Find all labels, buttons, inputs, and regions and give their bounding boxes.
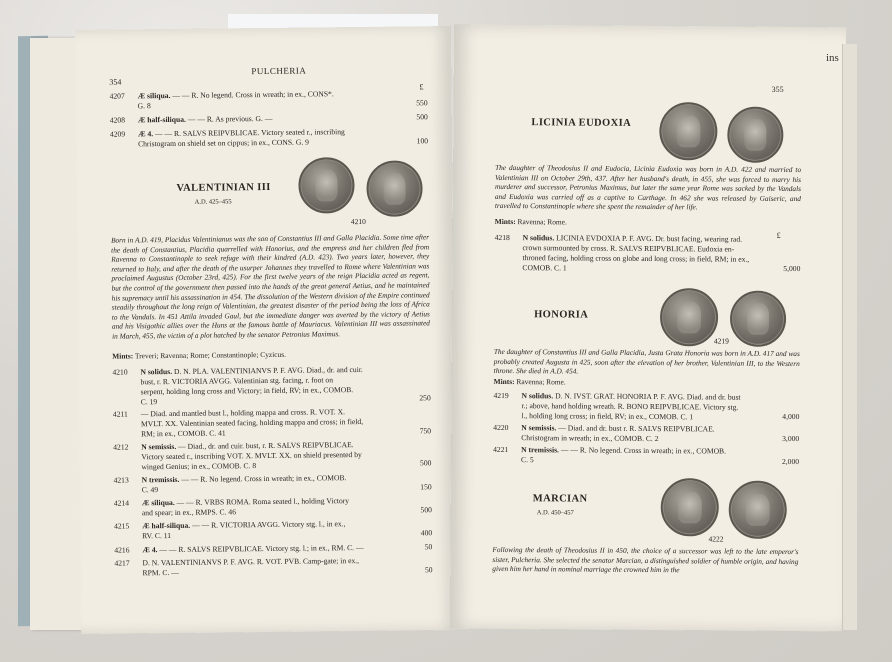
left-page [75, 26, 457, 634]
entry-value: 500 [416, 112, 428, 122]
entry-description [137, 89, 385, 112]
mints-list: Treveri; Ravenna; Rome; Constantinople; Cyzicus. [134, 349, 286, 361]
entry-description [521, 423, 757, 445]
denomination: N tremissis. [141, 474, 180, 485]
coin-reverse-image [730, 291, 786, 347]
entry-description [142, 542, 390, 555]
entry-value: 250 [419, 393, 431, 403]
entry-description [141, 407, 389, 440]
emperor-heading: VALENTINIAN III [176, 181, 271, 194]
entry-line: Christogram on shield set on cippus; in ex., CONS. G. 9 [137, 137, 309, 149]
catalogue-entry [114, 495, 432, 518]
catalogue-entry [109, 88, 427, 111]
entry-line: throned facing, holding cross on globe and long cross; in field, RM; in ex., [522, 253, 750, 264]
entry-line: Victory seated r., inscribing VOT. X. MVLT. XX. on shield presented by [141, 450, 362, 462]
biography: Following the death of Theodosius II in 450, the choice of a successor was left to the late emperor's sister, Pulcheria. She selected the senator Marcian, a distinguished soldier of humble origin, and having given him her hand in nominal marriage the crowned him in the [492, 544, 799, 575]
entry-line: G. 8 [137, 101, 151, 111]
denomination: Æ 4. [137, 129, 154, 139]
mints-label: Mints: [493, 376, 515, 387]
coin-obverse-image [298, 157, 355, 214]
entry-line: RPM. C. — [142, 568, 179, 578]
currency-symbol: £ [776, 230, 781, 240]
running-title: PULCHERIA [251, 65, 307, 77]
mints-line [494, 377, 566, 387]
currency-symbol: £ [419, 82, 424, 92]
entry-value: 150 [420, 481, 432, 491]
entry-line: — — R. No legend. Cross in wreath; in ex., CONS*. [172, 89, 334, 100]
coin-reverse-image [727, 107, 783, 163]
entry-description [142, 519, 390, 542]
catalogue-entry [113, 407, 431, 439]
entry-number: 4218 [494, 232, 510, 243]
entry-description [521, 391, 757, 423]
entry-number: 4209 [109, 129, 126, 139]
coin-obverse-image [660, 288, 718, 346]
entry-line: serpent, holding long cross and Victory; in field, RV; in ex., COMOB. [140, 385, 354, 397]
entry-line: MVLT. XX. Valentinian seated facing, holding mappa and cross; in field, [140, 417, 364, 429]
entry-value: 100 [416, 136, 429, 146]
entry-line: crown surmounted by cross. R. SALVS REIPVBLICAE. Eudoxia en- [522, 243, 735, 254]
biography: The daughter of Constantius III and Galla Placidia, Justa Grata Honoria was born in A.D. 417 and was probably created Augusta in 425, soon after the elevation of her brother, Valentinian III, to the Western throne. She died in A.D. 454. [493, 346, 800, 376]
denomination: N solidus. [521, 391, 554, 401]
mints-label: Mints: [112, 351, 134, 361]
entry-value: 50 [424, 565, 433, 575]
entry-value: 2,000 [781, 456, 800, 466]
entry-line: D. N. VALENTINIANVS P. F. AVG. R. VOT. PVB. Camp-gate; in ex., [142, 556, 360, 568]
entry-line: C. 5 [521, 455, 534, 465]
mints-list: Ravenna; Rome. [516, 377, 566, 387]
catalogue-entry [493, 391, 799, 422]
entry-number: 4213 [113, 475, 129, 485]
coin-label: 4210 [350, 216, 366, 227]
entry-line: — Diad., dr. and cuir. bust, r. R. SALVS REIPVBLICAE. [178, 440, 354, 452]
entry-number: 4207 [109, 91, 125, 101]
entry-value: 500 [420, 505, 432, 515]
coin-reverse-image [366, 160, 423, 217]
entry-number: 4220 [493, 422, 509, 432]
denomination: N solidus. [522, 233, 555, 243]
entry-number: 4219 [493, 390, 509, 401]
entry-value: 400 [420, 528, 433, 538]
coin-label: 4222 [708, 534, 724, 544]
reign-dates: A.D. 450–457 [536, 509, 574, 517]
entry-value: 500 [419, 458, 432, 468]
mints-line [112, 350, 286, 361]
coin-obverse-image [661, 478, 719, 536]
entry-line: RM; in ex., COMOB. C. 41 [141, 428, 226, 439]
catalogue-entry [493, 423, 799, 444]
reign-dates: A.D. 425–455 [194, 198, 232, 206]
catalogue-entry [113, 439, 431, 471]
entry-value: 4,000 [782, 412, 800, 422]
entry-description [522, 233, 758, 275]
coin-reverse-image [729, 481, 787, 539]
entry-number: 4208 [109, 115, 126, 125]
entry-value: 50 [424, 541, 433, 551]
entry-line: bust, r. R. VICTORIA AVGG. Valentinian stg. facing, r. foot on [140, 375, 334, 387]
coin-obverse-image [659, 102, 717, 160]
catalogue-entry [114, 472, 432, 495]
denomination: N tremissis. [521, 445, 560, 455]
entry-line: D. N. PLA. VALENTINIANVS P. F. AVG. Diad., dr. and cuir. [173, 364, 363, 376]
entry-line: — — R. No legend. Cross in wreath; in ex., COMOB. [181, 473, 347, 484]
emperor-heading: MARCIAN [532, 493, 588, 505]
page-number: 354 [109, 77, 122, 87]
emperor-heading: HONORIA [534, 309, 589, 321]
page-number: 355 [771, 84, 784, 94]
entry-value: 550 [416, 98, 428, 108]
denomination: Æ siliqua. [141, 498, 175, 508]
entry-number: 4221 [493, 444, 509, 455]
entry-line: COMOB. C. 1 [522, 263, 567, 273]
catalogue-entry [114, 519, 432, 542]
entry-number: 4210 [112, 367, 128, 377]
entry-number: 4215 [114, 521, 130, 531]
entry-number: 4211 [112, 409, 128, 419]
catalogue-entry [110, 112, 428, 125]
catalogue-entry [494, 230, 801, 274]
entry-line: — — R. VRBS ROMA. Roma seated l., holding Victory [176, 496, 350, 508]
entry-description [142, 556, 390, 579]
biography: Born in A.D. 419, Placidus Valentinianus was the son of Constantius III and Galla Placidia. Some time after the death of Constantius, Placidia quarrelled with Honorius, and the empress and her children fled from Ravenna to Constantinople to seek refuge with their kindred (A.D. 423). Two years later, however, they returned to Italy, and after the death of the usurper Johannes they travelled to Rome where Valentinian was proclaimed Augustus (October 23rd, 425). For the first twelve years of the reign Placidia acted as regent, but the control of the government then passed into the hands of the great general Aetius, and he maintained his supremacy until his assassination in 454. The dissolution of the Western division of the Empire continued steadily throughout the long reign of Valentinian, the greatest disaster of the period being the loss of Africa to the Vandals. In 451 Attila invaded Gaul, but the immediate danger was averted by the victory of Aetius and his Visigothic allies over the Huns at the famous battle of Mauriacus. Valentinian III was assassinated in March, 455, the victim of a plot hatched by the senator Petronius Maximus. [111, 232, 430, 341]
emperor-heading: LICINIA EUDOXIA [531, 117, 632, 129]
entry-line: and spear; in ex., RMPS. C. 46 [141, 507, 237, 518]
catalogue-entry [112, 364, 430, 406]
entry-description [140, 365, 388, 408]
entry-line: D. N. IVST. GRAT. HONORIA P. F. AVG. Diad. and dr. bust [555, 391, 741, 402]
entry-number: 4214 [113, 498, 130, 508]
entry-line: — — R. SALVS REIPVBLICAE. Victory seated r., inscribing [154, 127, 345, 139]
catalogue-entry [114, 542, 432, 555]
entry-value: 5,000 [783, 263, 801, 273]
entry-description [521, 445, 757, 467]
entry-description [138, 113, 386, 126]
entry-number: 4216 [114, 545, 130, 555]
entry-value: 3,000 [782, 434, 800, 444]
page-edges [842, 44, 857, 630]
entry-line: — — R. As previous. G. — [187, 113, 273, 124]
entry-line: — — R. No legend. Cross in wreath; in ex., COMOB. [560, 445, 727, 456]
entry-line: C. 49 [141, 485, 159, 495]
biography: The daughter of Theodosius II and Eudocia, Licinia Eudoxia was born in A.D. 422 and married to Valentinian III on October 29th, 437. After her husband's death, in 455, she was forced to marry his murderer and successor, Petronius Maximus, but later the same year Rome was sacked by the Vandals and Eudoxia was carried off as a captive to Carthage. In 462 she was released by Gaiseric, and travelled to Constantinople where she spent the remainder of her life. [494, 162, 802, 212]
mints-line [495, 217, 567, 227]
entry-line: RV. C. 11 [142, 531, 172, 541]
mints-label: Mints: [494, 216, 516, 227]
right-page [450, 25, 846, 632]
denomination: Æ siliqua. [137, 90, 171, 101]
entry-line: — Diad. and mantled bust l., holding mappa and cross. R. VOT. X. [140, 407, 346, 419]
entry-description [142, 473, 390, 496]
entry-line: r.; above, hand holding wreath. R. BONO REIPVBLICAE. Victory stg. [521, 401, 739, 412]
entry-line: l., holding long cross; in field, RV; in ex., COMOB. C. 1 [521, 411, 694, 422]
entry-description [142, 496, 390, 519]
entry-line: LICINIA EVDOXIA P. F. AVG. Dr. bust facing, wearing rad. [556, 233, 743, 244]
coin-label: 4219 [713, 336, 729, 346]
entry-line: — — R. VICTORIA AVGG. Victory stg. l., in ex., [192, 519, 346, 531]
adjacent-page-fragment: ins [826, 52, 839, 64]
denomination: Æ half-siliqua. [137, 114, 186, 125]
catalogue-entry [493, 445, 799, 466]
entry-line: — — R. SALVS REIPVBLICAE. Victory stg. l.; in ex., RM. C. — [159, 542, 364, 554]
entry-description [141, 440, 389, 473]
catalogue-entry [114, 555, 432, 578]
mints-list: Ravenna; Rome. [517, 217, 567, 227]
entry-line: C. 19 [140, 397, 158, 407]
entry-description [138, 127, 386, 150]
entry-line: winged Genius; in ex., COMOB. C. 8 [141, 461, 257, 472]
denomination: N semissis. [141, 442, 177, 452]
entry-number: 4217 [114, 558, 130, 568]
denomination: N semissis. [521, 422, 557, 433]
denomination: N solidus. [140, 366, 173, 377]
denomination: Æ 4. [142, 544, 158, 554]
entry-number: 4212 [113, 442, 129, 452]
entry-value: 750 [419, 425, 432, 435]
denomination: Æ half-siliqua. [142, 521, 191, 531]
entry-line: — Diad. and dr. bust r. R. SALVS REIPVBLICAE. [558, 423, 715, 434]
catalogue-entry [110, 126, 428, 149]
entry-line: Christogram in wreath; in ex., COMOB. C. 2 [521, 432, 659, 443]
